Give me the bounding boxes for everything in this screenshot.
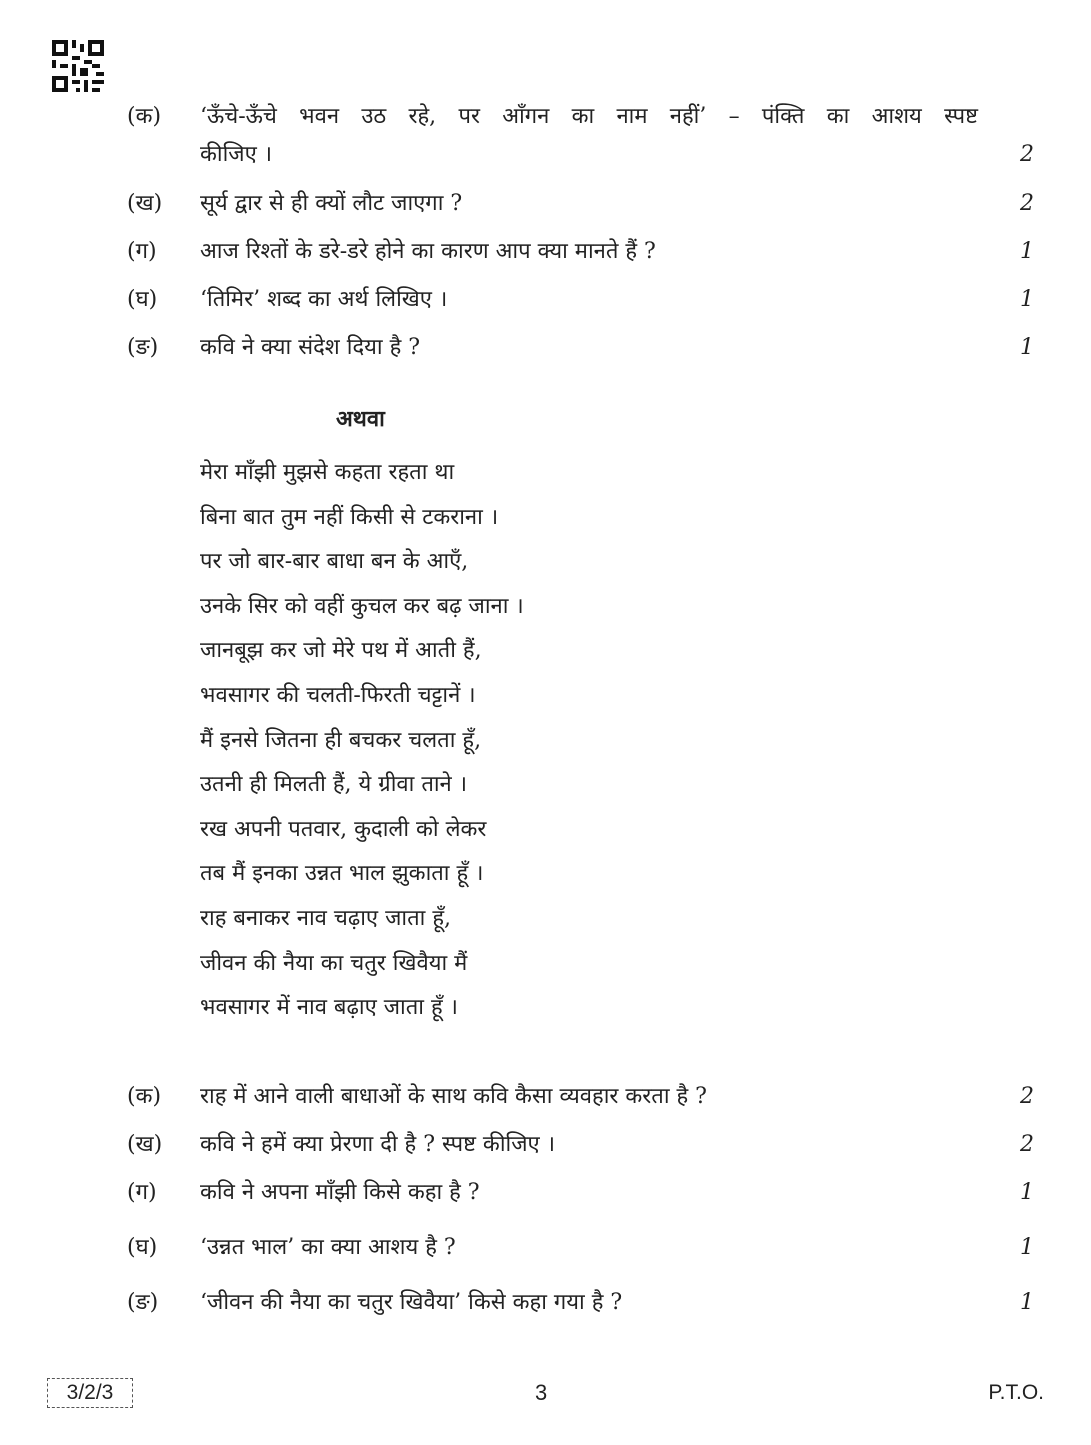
- question-label: (क): [127, 104, 162, 129]
- question-label: (ग): [127, 239, 157, 264]
- question-marks: 2: [1020, 191, 1034, 216]
- question-label: (घ): [127, 1235, 158, 1260]
- poem-line: राह बनाकर नाव चढ़ाए जाता हूँ,: [200, 905, 452, 931]
- question-row: [0, 1128, 1091, 1162]
- question-row: [0, 331, 1091, 365]
- poem-line: जीवन की नैया का चतुर खिवैया मैं: [200, 950, 468, 976]
- question-text: आज रिश्तों के डरे-डरे होने का कारण आप क्या मानते हैं ?: [200, 239, 656, 264]
- poem: [200, 456, 524, 1036]
- question-marks: 1: [1020, 239, 1034, 264]
- poem-line: पर जो बार-बार बाधा बन के आएँ,: [200, 549, 469, 575]
- poem-line: तब मैं इनका उन्नत भाल झुकाता हूँ ।: [200, 861, 484, 887]
- question-row: [0, 283, 1091, 317]
- question-label: (ग): [127, 1180, 157, 1205]
- poem-line: उनके सिर को वहीं कुचल कर बढ़ जाना ।: [200, 593, 524, 619]
- question-row: [0, 235, 1091, 269]
- question-label: (ख): [127, 1132, 163, 1157]
- poem-line: रख अपनी पतवार, कुदाली को लेकर: [200, 816, 487, 842]
- question-text: कवि ने हमें क्या प्रेरणा दी है ? स्पष्ट कीजिए ।: [200, 1132, 556, 1157]
- poem-line: मैं इनसे जितना ही बचकर चलता हूँ,: [200, 727, 482, 753]
- question-text-cont: कीजिए ।: [200, 142, 273, 167]
- question-text: ‘जीवन की नैया का चतुर खिवैया’ किसे कहा गया है ?: [200, 1290, 623, 1315]
- page-number: 3: [535, 1380, 548, 1405]
- question-a-row-cont: [0, 138, 1091, 172]
- question-label: (घ): [127, 287, 158, 312]
- question-text: सूर्य द्वार से ही क्यों लौट जाएगा ?: [200, 191, 463, 216]
- poem-line: बिना बात तुम नहीं किसी से टकराना ।: [200, 504, 499, 530]
- poem-line: मेरा माँझी मुझसे कहता रहता था: [200, 460, 455, 485]
- poem-line: भवसागर की चलती-फिरती चट्टानें ।: [200, 682, 476, 708]
- question-row: [0, 1176, 1091, 1210]
- question-marks: 1: [1020, 1235, 1034, 1260]
- question-row: [0, 187, 1091, 221]
- or-heading: अथवा: [336, 406, 385, 432]
- poem-line: भवसागर में नाव बढ़ाए जाता हूँ ।: [200, 995, 458, 1021]
- question-marks: 2: [1020, 1132, 1034, 1157]
- question-label: (क): [127, 1084, 162, 1109]
- question-text: राह में आने वाली बाधाओं के साथ कवि कैसा व्यवहार करता है ?: [200, 1084, 707, 1109]
- question-marks: 1: [1020, 1180, 1034, 1205]
- question-label: (ख): [127, 191, 163, 216]
- qr-code: [52, 40, 104, 92]
- question-text: कवि ने अपना माँझी किसे कहा है ?: [200, 1180, 480, 1205]
- question-marks: 2: [1020, 1084, 1034, 1109]
- question-text: ‘ऊँचे-ऊँचे भवन उठ रहे, पर आँगन का नाम नहीं’ – पंक्ति का आशय स्पष्ट: [200, 104, 978, 129]
- question-marks: 1: [1020, 1290, 1034, 1315]
- question-row: [0, 1286, 1091, 1320]
- paper-code: 3/2/3: [47, 1378, 133, 1408]
- question-label: (ङ): [127, 1290, 159, 1315]
- question-text: ‘तिमिर’ शब्द का अर्थ लिखिए ।: [200, 287, 448, 312]
- question-marks: 2: [1020, 142, 1034, 167]
- poem-line: उतनी ही मिलती हैं, ये ग्रीवा ताने ।: [200, 772, 468, 798]
- question-text: कवि ने क्या संदेश दिया है ?: [200, 335, 421, 360]
- question-row: [0, 1231, 1091, 1265]
- poem-line: जानबूझ कर जो मेरे पथ में आती हैं,: [200, 638, 482, 664]
- question-text: ‘उन्नत भाल’ का क्या आशय है ?: [200, 1235, 456, 1260]
- question-row: [0, 1080, 1091, 1114]
- question-label: (ङ): [127, 335, 159, 360]
- pto-label: P.T.O.: [988, 1381, 1044, 1404]
- question-marks: 1: [1020, 335, 1034, 360]
- question-marks: 1: [1020, 287, 1034, 312]
